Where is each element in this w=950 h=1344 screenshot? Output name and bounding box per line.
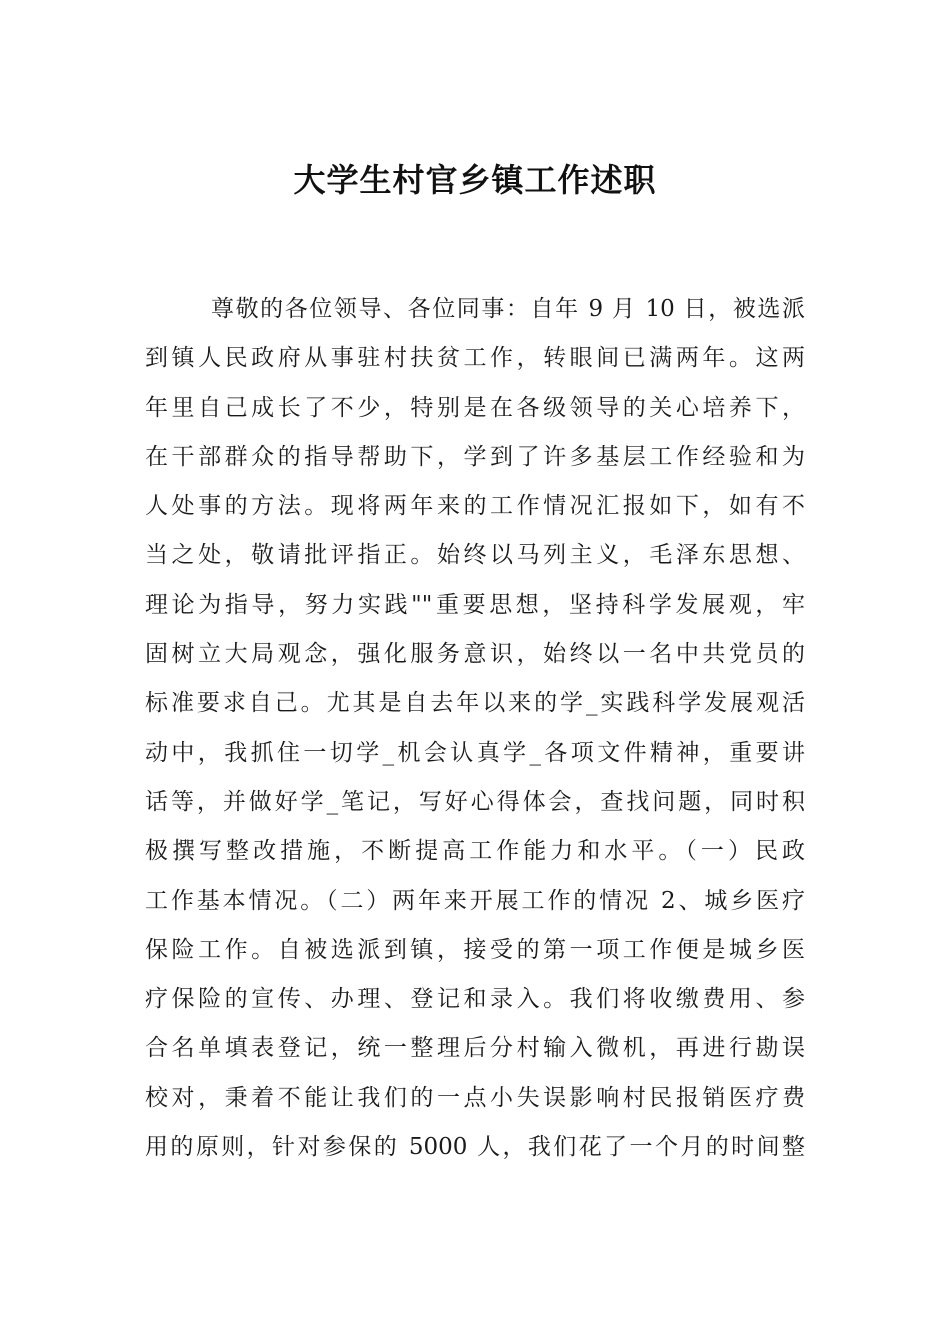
body-line: 话等，并做好学_笔记，写好心得体会，查找问题，同时积 xyxy=(145,788,805,815)
body-line: 校对，秉着不能让我们的一点小失误影响村民报销医疗费 xyxy=(145,1084,805,1111)
document-body xyxy=(145,285,805,1172)
document-title: 大学生村官乡镇工作述职 xyxy=(293,161,657,199)
body-line: 在干部群众的指导帮助下，学到了许多基层工作经验和为 xyxy=(145,443,805,470)
body-line: 疗保险的宣传、办理、登记和录入。我们将收缴费用、参 xyxy=(145,986,805,1013)
body-line: 极撰写整改措施，不断提高工作能力和水平。（一）民政 xyxy=(145,838,805,865)
body-line: 动中，我抓住一切学_机会认真学_各项文件精神，重要讲 xyxy=(145,739,805,766)
body-line: 用的原则，针对参保的 5000 人，我们花了一个月的时间整 xyxy=(145,1134,805,1161)
body-line: 当之处，敬请批评指正。始终以马列主义，毛泽东思想、 xyxy=(145,542,805,569)
body-line: 工作基本情况。（二）两年来开展工作的情况 2、城乡医疗 xyxy=(145,887,805,914)
body-line: 尊敬的各位领导、各位同事：自年 9 月 10 日，被选派 xyxy=(211,296,805,322)
body-line: 理论为指导，努力实践""重要思想，坚持科学发展观，牢 xyxy=(145,591,805,618)
body-line: 人处事的方法。现将两年来的工作情况汇报如下，如有不 xyxy=(145,493,805,520)
body-line: 标准要求自己。尤其是自去年以来的学_实践科学发展观活 xyxy=(145,690,805,717)
body-line: 年里自己成长了不少，特别是在各级领导的关心培养下， xyxy=(145,394,805,421)
body-line: 合名单填表登记，统一整理后分村输入微机，再进行勘误 xyxy=(145,1035,805,1062)
body-line: 到镇人民政府从事驻村扶贫工作，转眼间已满两年。这两 xyxy=(145,345,805,372)
body-line: 保险工作。自被选派到镇，接受的第一项工作便是城乡医 xyxy=(145,936,805,963)
body-line: 固树立大局观念，强化服务意识，始终以一名中共党员的 xyxy=(145,641,805,668)
